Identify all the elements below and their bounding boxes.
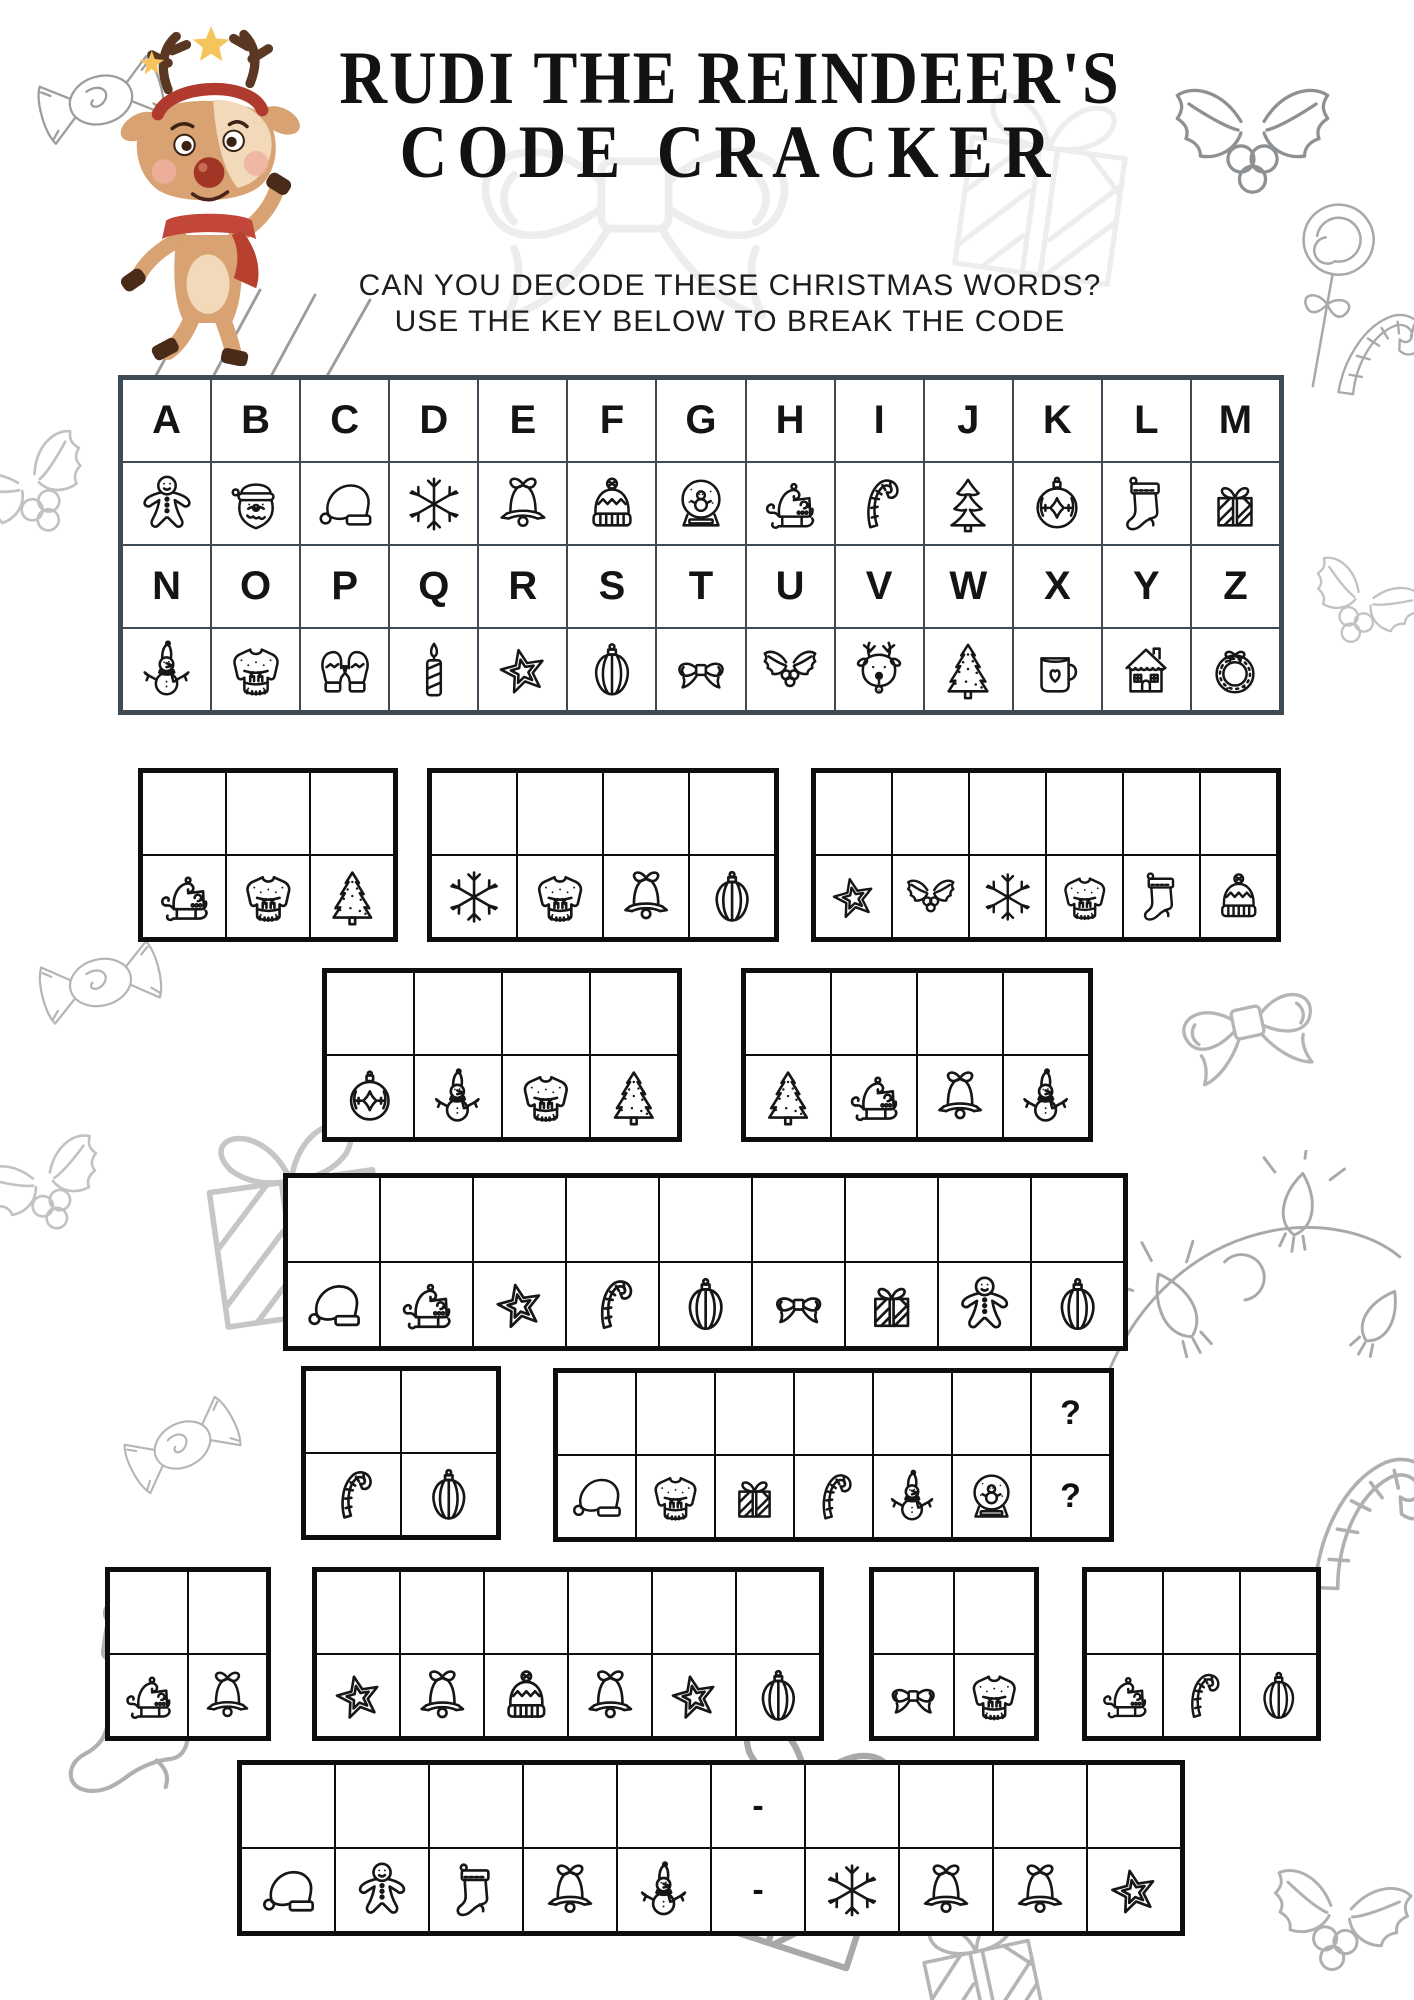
instructions <box>270 268 1190 340</box>
snowman-icon <box>123 629 210 710</box>
gingerbread-man-icon <box>336 1849 428 1931</box>
key-icon-cell-V <box>835 628 924 711</box>
answer-cell[interactable] <box>715 1372 794 1455</box>
code-icon-cell <box>938 1262 1031 1347</box>
key-icon-cell-W <box>924 628 1013 711</box>
answer-cell[interactable] <box>938 1177 1031 1262</box>
beanie-icon <box>568 463 655 544</box>
bow-doodle-right <box>1138 913 1357 1132</box>
code-icon-cell <box>617 1848 711 1932</box>
key-letter-N: N <box>122 545 211 628</box>
tree-plain-icon <box>925 463 1012 544</box>
gingerbread-house-icon <box>1103 629 1190 710</box>
code-icon-cell <box>1240 1654 1317 1737</box>
code-icon-cell <box>380 1262 473 1347</box>
header <box>270 36 1190 195</box>
answer-cell[interactable] <box>287 1177 380 1262</box>
key-letter-Z: Z <box>1191 545 1280 628</box>
key-icon-cell-U <box>746 628 835 711</box>
holly-doodle-bottom-right <box>1242 1832 1414 2000</box>
code-icon-cell <box>873 1654 954 1737</box>
puzzle-word-7 <box>301 1366 501 1540</box>
code-icon-cell <box>1086 1654 1163 1737</box>
key-icon-cell-B <box>211 462 300 545</box>
key-letter-M: M <box>1191 379 1280 462</box>
puzzle-word-9 <box>105 1567 271 1741</box>
code-icon-cell <box>752 1262 845 1347</box>
snow-globe-icon <box>657 463 744 544</box>
sweater-icon <box>503 1056 589 1137</box>
key-letter-U: U <box>746 545 835 628</box>
sweater-icon <box>212 629 299 710</box>
key-icon-cell-X <box>1013 628 1102 711</box>
page-title-line1: RUDI THE REINDEER'S <box>339 36 1121 121</box>
key-icon-cell-S <box>567 628 656 711</box>
snowman-icon <box>618 1849 710 1931</box>
code-icon-cell <box>917 1055 1003 1138</box>
code-icon-cell <box>659 1262 752 1347</box>
snowman-icon <box>1004 1056 1088 1137</box>
instructions-line1: CAN YOU DECODE THESE CHRISTMAS WORDS? <box>358 269 1102 302</box>
answer-cell[interactable] <box>226 772 310 855</box>
sweater-icon <box>227 856 309 937</box>
code-icon-cell <box>636 1455 715 1538</box>
bell-icon <box>918 1056 1002 1137</box>
answer-cell[interactable] <box>892 772 969 855</box>
candy-cane-icon <box>795 1456 872 1537</box>
beanie-icon <box>1201 856 1276 937</box>
key-letter-B: B <box>211 379 300 462</box>
key-icon-cell-C <box>300 462 389 545</box>
bauble-vertical-icon <box>660 1263 751 1346</box>
code-icon-cell <box>400 1654 484 1737</box>
puzzle-word-8 <box>553 1368 1114 1542</box>
key-icon-cell-F <box>567 462 656 545</box>
key-letter-W: W <box>924 545 1013 628</box>
bauble-vertical-icon <box>402 1454 496 1535</box>
answer-cell[interactable] <box>873 1571 954 1654</box>
santa-icon <box>212 463 299 544</box>
mug-icon <box>1014 629 1101 710</box>
answer-cell[interactable] <box>400 1571 484 1654</box>
answer-cell[interactable] <box>969 772 1046 855</box>
star-icon <box>474 1263 565 1346</box>
code-icon-cell <box>715 1455 794 1538</box>
code-icon-cell <box>316 1654 400 1737</box>
stocking-icon <box>430 1849 522 1931</box>
answer-cell[interactable] <box>241 1764 335 1848</box>
answer-cell[interactable] <box>326 972 414 1055</box>
code-icon-cell <box>689 855 775 938</box>
santa-hat-icon <box>301 463 388 544</box>
puzzle-word-5 <box>741 968 1093 1142</box>
answer-cell[interactable] <box>652 1571 736 1654</box>
answer-cell[interactable] <box>1123 772 1200 855</box>
key-letter-E: E <box>478 379 567 462</box>
bell-icon <box>524 1849 616 1931</box>
puzzle-word-1 <box>138 768 398 942</box>
answer-cell[interactable] <box>815 772 892 855</box>
puzzle-word-10 <box>312 1567 824 1741</box>
bow-icon <box>753 1263 844 1346</box>
bauble-vertical-icon <box>568 629 655 710</box>
candy-cane-icon <box>1164 1655 1239 1736</box>
key-letter-T: T <box>656 545 745 628</box>
answer-cell[interactable] <box>603 772 689 855</box>
key-letter-H: H <box>746 379 835 462</box>
code-icon-cell <box>401 1453 497 1536</box>
code-icon-cell <box>566 1262 659 1347</box>
code-icon-cell <box>590 1055 678 1138</box>
key-letter-A: A <box>122 379 211 462</box>
code-icon-cell <box>431 855 517 938</box>
answer-cell[interactable] <box>414 972 502 1055</box>
code-icon-cell <box>831 1055 917 1138</box>
answer-cell[interactable] <box>1086 1571 1163 1654</box>
bauble-vertical-icon <box>1032 1263 1123 1346</box>
key-letter-S: S <box>567 545 656 628</box>
puzzle-word-3 <box>811 768 1281 942</box>
key-icon-cell-D <box>389 462 478 545</box>
holly-icon <box>747 629 834 710</box>
bauble-vertical-icon <box>690 856 774 937</box>
prefilled-answer-cell: ? <box>1031 1372 1110 1455</box>
answer-cell[interactable] <box>899 1764 993 1848</box>
snowflake-icon <box>806 1849 898 1931</box>
holly-icon <box>893 856 968 937</box>
sleigh-icon <box>832 1056 916 1137</box>
answer-cell[interactable] <box>557 1372 636 1455</box>
key-icon-cell-L <box>1102 462 1191 545</box>
sleigh-icon <box>747 463 834 544</box>
answer-cell[interactable] <box>473 1177 566 1262</box>
candy-cane-icon <box>567 1263 658 1346</box>
wreath-icon <box>1192 629 1279 710</box>
sweater-icon <box>518 856 602 937</box>
santa-hat-icon <box>242 1849 334 1931</box>
instructions-line2: USE THE KEY BELOW TO BREAK THE CODE <box>394 305 1066 338</box>
key-letter-D: D <box>389 379 478 462</box>
key-icon-cell-A <box>122 462 211 545</box>
answer-cell[interactable] <box>310 772 394 855</box>
code-icon-cell <box>1200 855 1277 938</box>
code-icon-cell <box>287 1262 380 1347</box>
bauble-round-icon <box>1014 463 1101 544</box>
answer-cell[interactable] <box>380 1177 473 1262</box>
bauble-vertical-icon <box>737 1655 819 1736</box>
tree-decorated-icon <box>746 1056 830 1137</box>
stocking-icon <box>1103 463 1190 544</box>
key-letter-F: F <box>567 379 656 462</box>
code-icon-cell <box>484 1654 568 1737</box>
code-icon-cell <box>241 1848 335 1932</box>
answer-cell[interactable] <box>1163 1571 1240 1654</box>
code-icon-cell <box>568 1654 652 1737</box>
code-icon-cell <box>1046 855 1123 938</box>
tree-decorated-icon <box>591 1056 677 1137</box>
answer-cell[interactable] <box>659 1177 752 1262</box>
star-icon <box>816 856 891 937</box>
prefilled-code-cell: ? <box>1031 1455 1110 1538</box>
bauble-vertical-icon <box>1241 1655 1316 1736</box>
key-icon-cell-E <box>478 462 567 545</box>
answer-cell[interactable] <box>431 772 517 855</box>
answer-cell[interactable] <box>993 1764 1087 1848</box>
key-letter-J: J <box>924 379 1013 462</box>
santa-hat-icon <box>558 1456 635 1537</box>
puzzle-word-12 <box>1082 1567 1321 1741</box>
fairy-lights-doodle-right <box>1085 1150 1414 1450</box>
answer-cell[interactable] <box>752 1177 845 1262</box>
gingerbread-man-icon <box>939 1263 1030 1346</box>
answer-cell[interactable] <box>1087 1764 1181 1848</box>
key-letter-P: P <box>300 545 389 628</box>
answer-cell[interactable] <box>689 772 775 855</box>
code-icon-cell <box>969 855 1046 938</box>
code-icon-cell <box>414 1055 502 1138</box>
answer-cell[interactable] <box>617 1764 711 1848</box>
key-letter-L: L <box>1102 379 1191 462</box>
candy-doodle-lower-left <box>84 1364 281 1526</box>
code-icon-cell <box>1031 1262 1124 1347</box>
holly-doodle-lower-left <box>0 1100 140 1286</box>
answer-cell[interactable] <box>636 1372 715 1455</box>
sweater-icon <box>637 1456 714 1537</box>
answer-cell[interactable] <box>568 1571 652 1654</box>
gift-icon <box>716 1456 793 1537</box>
puzzle-word-6 <box>283 1173 1128 1351</box>
snowman-icon <box>415 1056 501 1137</box>
answer-cell[interactable] <box>142 772 226 855</box>
stocking-icon <box>1124 856 1199 937</box>
key-letter-K: K <box>1013 379 1102 462</box>
answer-cell[interactable] <box>1003 972 1089 1055</box>
bow-icon <box>874 1655 953 1736</box>
code-icon-cell <box>899 1848 993 1932</box>
answer-cell[interactable] <box>1046 772 1123 855</box>
prefilled-answer-cell: - <box>711 1764 805 1848</box>
tree-decorated-icon <box>311 856 393 937</box>
answer-cell[interactable] <box>335 1764 429 1848</box>
answer-cell[interactable] <box>566 1177 659 1262</box>
answer-cell[interactable] <box>745 972 831 1055</box>
puzzle-word-2 <box>427 768 779 942</box>
code-icon-cell <box>805 1848 899 1932</box>
answer-cell[interactable] <box>805 1764 899 1848</box>
code-icon-cell <box>815 855 892 938</box>
key-icon-cell-R <box>478 628 567 711</box>
code-icon-cell <box>142 855 226 938</box>
code-icon-cell <box>188 1654 267 1737</box>
snowflake-icon <box>390 463 477 544</box>
code-icon-cell <box>845 1262 938 1347</box>
gift-icon <box>846 1263 937 1346</box>
code-icon-cell <box>745 1055 831 1138</box>
key-letter-X: X <box>1013 545 1102 628</box>
code-icon-cell <box>652 1654 736 1737</box>
bell-icon <box>900 1849 992 1931</box>
code-icon-cell <box>736 1654 820 1737</box>
code-icon-cell <box>952 1455 1031 1538</box>
puzzle-word-13 <box>237 1760 1185 1936</box>
code-icon-cell <box>326 1055 414 1138</box>
bell-icon <box>401 1655 483 1736</box>
key-letter-Q: Q <box>389 545 478 628</box>
key-icon-cell-K <box>1013 462 1102 545</box>
star-icon <box>653 1655 735 1736</box>
code-icon-cell <box>335 1848 429 1932</box>
answer-cell[interactable] <box>794 1372 873 1455</box>
code-icon-cell <box>517 855 603 938</box>
answer-cell[interactable] <box>517 772 603 855</box>
answer-cell[interactable] <box>1031 1177 1124 1262</box>
code-icon-cell <box>226 855 310 938</box>
key-icon-cell-Z <box>1191 628 1280 711</box>
key-icon-cell-N <box>122 628 211 711</box>
answer-cell[interactable] <box>590 972 678 1055</box>
answer-cell[interactable] <box>952 1372 1031 1455</box>
candle-icon <box>390 629 477 710</box>
candy-cane-icon <box>306 1454 400 1535</box>
sleigh-icon <box>110 1655 187 1736</box>
code-icon-cell <box>429 1848 523 1932</box>
star-icon <box>1088 1849 1180 1931</box>
puzzle-word-4 <box>322 968 682 1142</box>
code-icon-cell <box>502 1055 590 1138</box>
snowflake-icon <box>432 856 516 937</box>
key-icon-cell-P <box>300 628 389 711</box>
answer-cell[interactable] <box>917 972 1003 1055</box>
key-letter-I: I <box>835 379 924 462</box>
key-icon-cell-T <box>656 628 745 711</box>
gift-icon <box>1192 463 1279 544</box>
snow-globe-icon <box>953 1456 1030 1537</box>
tree-decorated-icon <box>925 629 1012 710</box>
bow-icon <box>657 629 744 710</box>
puzzle-word-11 <box>869 1567 1039 1741</box>
sleigh-icon <box>143 856 225 937</box>
answer-cell[interactable] <box>736 1571 820 1654</box>
answer-cell[interactable] <box>109 1571 188 1654</box>
key-icon-cell-I <box>835 462 924 545</box>
answer-cell[interactable] <box>1200 772 1277 855</box>
code-icon-cell <box>603 855 689 938</box>
answer-cell[interactable] <box>1240 1571 1317 1654</box>
mittens-icon <box>301 629 388 710</box>
code-icon-cell <box>954 1654 1035 1737</box>
key-letter-G: G <box>656 379 745 462</box>
key-letter-C: C <box>300 379 389 462</box>
key-icon-cell-Q <box>389 628 478 711</box>
bell-icon <box>569 1655 651 1736</box>
bauble-round-icon <box>327 1056 413 1137</box>
bell-icon <box>994 1849 1086 1931</box>
key-icon-cell-H <box>746 462 835 545</box>
answer-cell[interactable] <box>523 1764 617 1848</box>
code-icon-cell <box>473 1262 566 1347</box>
key-icon-cell-Y <box>1102 628 1191 711</box>
answer-cell[interactable] <box>401 1370 497 1453</box>
key-letter-R: R <box>478 545 567 628</box>
code-icon-cell <box>310 855 394 938</box>
sweater-icon <box>955 1655 1034 1736</box>
answer-cell[interactable] <box>954 1571 1035 1654</box>
holly-doodle-mid-right <box>1275 525 1414 694</box>
code-icon-cell <box>873 1455 952 1538</box>
prefilled-code-cell: - <box>711 1848 805 1932</box>
bell-icon <box>189 1655 266 1736</box>
code-icon-cell <box>305 1453 401 1536</box>
page-title-line2: CODE CRACKER <box>399 110 1061 195</box>
code-icon-cell <box>557 1455 636 1538</box>
bell-icon <box>604 856 688 937</box>
answer-cell[interactable] <box>873 1372 952 1455</box>
snowman-icon <box>874 1456 951 1537</box>
santa-hat-icon <box>288 1263 379 1346</box>
code-icon-cell <box>892 855 969 938</box>
answer-cell[interactable] <box>484 1571 568 1654</box>
star-icon <box>317 1655 399 1736</box>
sleigh-icon <box>1087 1655 1162 1736</box>
code-icon-cell <box>794 1455 873 1538</box>
code-icon-cell <box>109 1654 188 1737</box>
key-letter-O: O <box>211 545 300 628</box>
code-icon-cell <box>523 1848 617 1932</box>
sleigh-icon <box>381 1263 472 1346</box>
code-icon-cell <box>1003 1055 1089 1138</box>
holly-doodle-left <box>0 394 136 597</box>
answer-cell[interactable] <box>305 1370 401 1453</box>
code-icon-cell <box>1163 1654 1240 1737</box>
reindeer-icon <box>836 629 923 710</box>
bell-icon <box>479 463 566 544</box>
answer-cell[interactable] <box>502 972 590 1055</box>
star-icon <box>479 629 566 710</box>
candy-cane-icon <box>836 463 923 544</box>
key-letter-V: V <box>835 545 924 628</box>
sweater-icon <box>1047 856 1122 937</box>
key-icon-cell-G <box>656 462 745 545</box>
answer-cell[interactable] <box>188 1571 267 1654</box>
answer-cell[interactable] <box>429 1764 523 1848</box>
key-icon-cell-M <box>1191 462 1280 545</box>
key-letter-Y: Y <box>1102 545 1191 628</box>
gingerbread-man-icon <box>123 463 210 544</box>
answer-cell[interactable] <box>845 1177 938 1262</box>
beanie-icon <box>485 1655 567 1736</box>
snowflake-icon <box>970 856 1045 937</box>
answer-cell[interactable] <box>316 1571 400 1654</box>
key-icon-cell-J <box>924 462 1013 545</box>
code-key-table <box>118 375 1284 715</box>
code-icon-cell <box>1123 855 1200 938</box>
answer-cell[interactable] <box>831 972 917 1055</box>
code-icon-cell <box>1087 1848 1181 1932</box>
code-icon-cell <box>993 1848 1087 1932</box>
key-icon-cell-O <box>211 628 300 711</box>
